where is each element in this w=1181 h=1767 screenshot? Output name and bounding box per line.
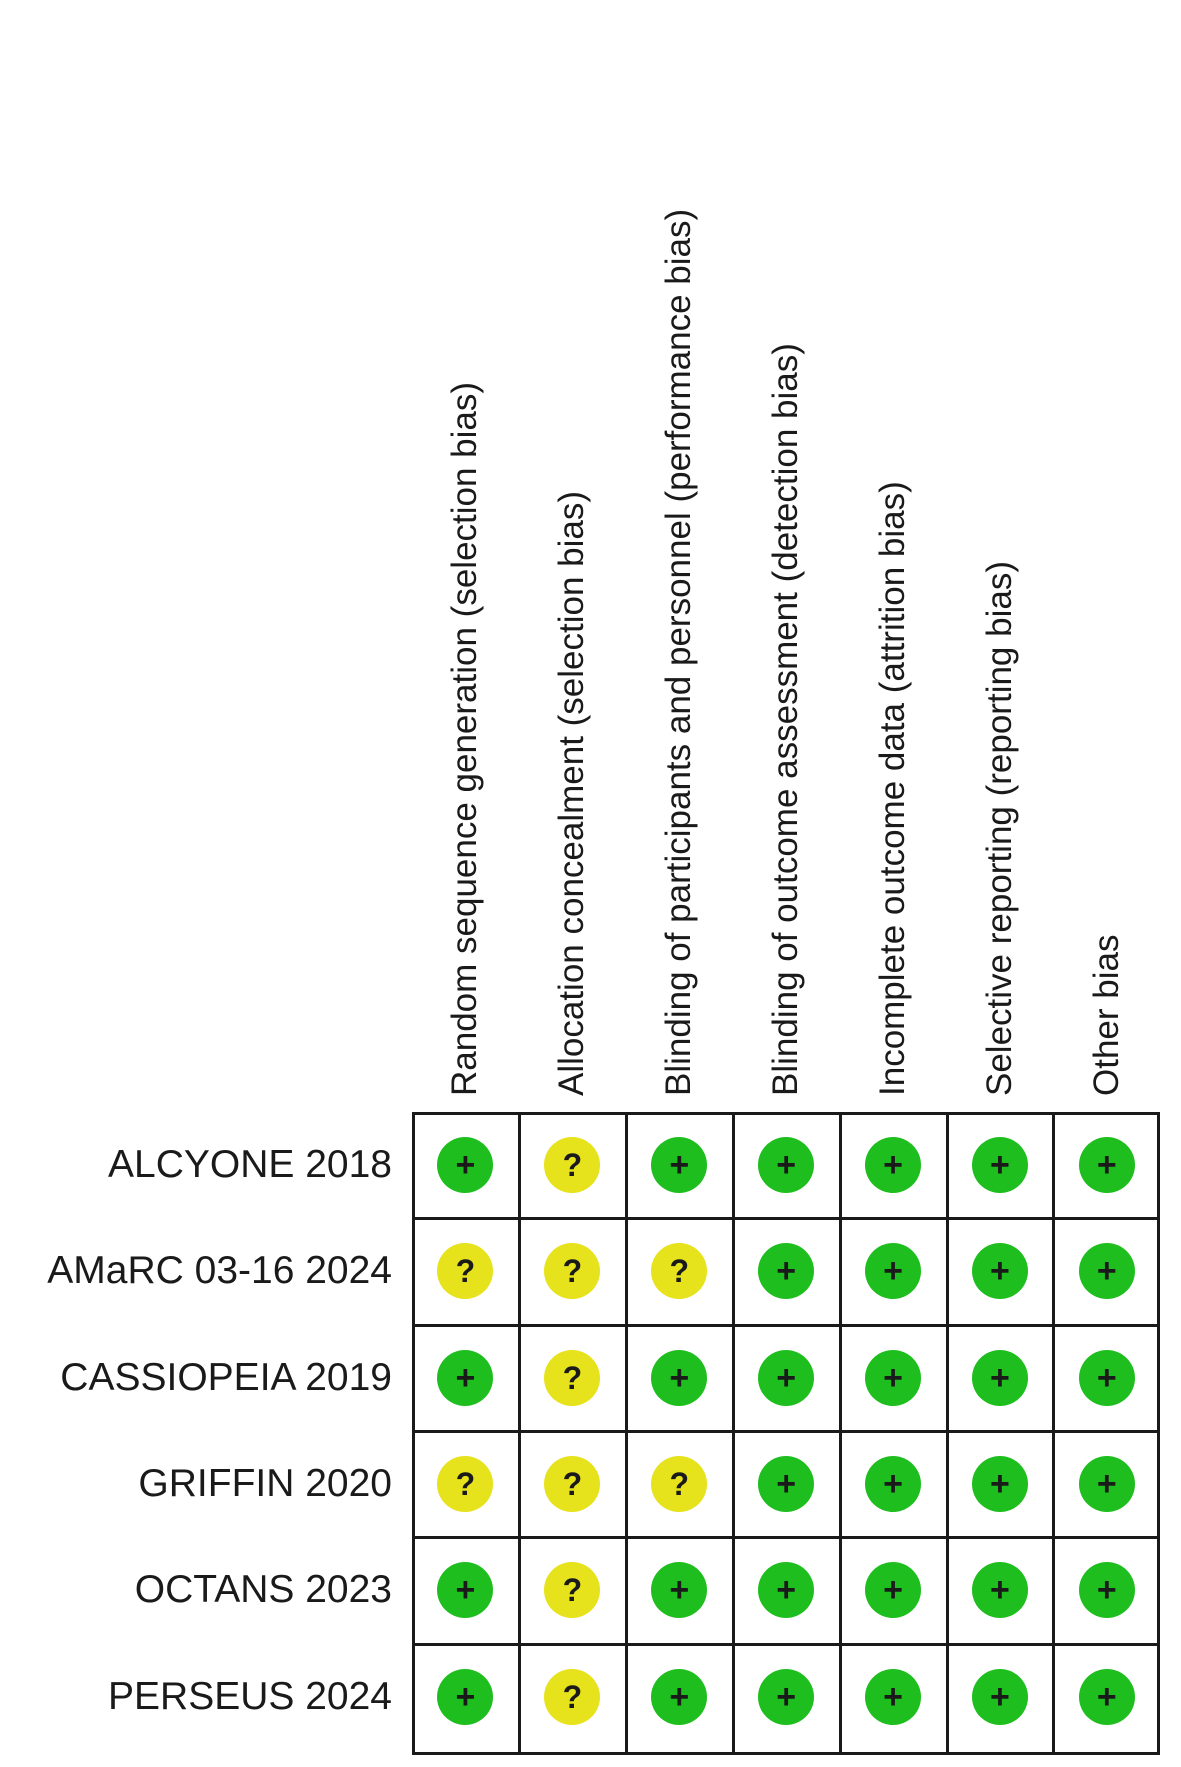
unclear-risk-icon: ? <box>544 1243 600 1299</box>
grid-line <box>412 1430 1160 1433</box>
low-risk-icon: + <box>972 1243 1028 1299</box>
grid-line <box>412 1643 1160 1646</box>
grid-line <box>412 1217 1160 1220</box>
study-label: CASSIOPEIA 2019 <box>60 1355 392 1399</box>
low-risk-icon: + <box>972 1669 1028 1725</box>
low-risk-icon: + <box>1079 1669 1135 1725</box>
low-risk-icon: + <box>437 1350 493 1406</box>
low-risk-icon: + <box>865 1243 921 1299</box>
unclear-risk-icon: ? <box>544 1137 600 1193</box>
column-header: Other bias <box>1086 934 1126 1096</box>
low-risk-icon: + <box>865 1350 921 1406</box>
low-risk-icon: + <box>972 1137 1028 1193</box>
study-label: PERSEUS 2024 <box>108 1674 392 1718</box>
column-header: Random sequence generation (selection bias) <box>445 381 485 1096</box>
low-risk-icon: + <box>758 1669 814 1725</box>
grid-line <box>839 1112 842 1755</box>
low-risk-icon: + <box>1079 1137 1135 1193</box>
grid-line <box>625 1112 628 1755</box>
grid-line <box>518 1112 521 1755</box>
column-header: Blinding of participants and personnel (performance bias) <box>659 208 699 1096</box>
low-risk-icon: + <box>972 1562 1028 1618</box>
low-risk-icon: + <box>651 1669 707 1725</box>
unclear-risk-icon: ? <box>544 1456 600 1512</box>
low-risk-icon: + <box>865 1456 921 1512</box>
low-risk-icon: + <box>865 1562 921 1618</box>
column-header: Allocation concealment (selection bias) <box>552 490 592 1096</box>
low-risk-icon: + <box>651 1350 707 1406</box>
low-risk-icon: + <box>1079 1562 1135 1618</box>
study-label: OCTANS 2023 <box>134 1568 392 1612</box>
column-header: Incomplete outcome data (attrition bias) <box>873 481 913 1096</box>
unclear-risk-icon: ? <box>437 1243 493 1299</box>
low-risk-icon: + <box>758 1456 814 1512</box>
low-risk-icon: + <box>865 1669 921 1725</box>
low-risk-icon: + <box>651 1562 707 1618</box>
unclear-risk-icon: ? <box>651 1243 707 1299</box>
low-risk-icon: + <box>437 1562 493 1618</box>
low-risk-icon: + <box>437 1669 493 1725</box>
low-risk-icon: + <box>758 1243 814 1299</box>
low-risk-icon: + <box>758 1562 814 1618</box>
low-risk-icon: + <box>972 1456 1028 1512</box>
grid-line <box>412 1324 1160 1327</box>
column-header: Blinding of outcome assessment (detection bias) <box>766 343 806 1096</box>
grid-frame <box>412 1112 1160 1755</box>
grid-line <box>946 1112 949 1755</box>
column-header: Selective reporting (reporting bias) <box>979 561 1019 1096</box>
unclear-risk-icon: ? <box>651 1456 707 1512</box>
unclear-risk-icon: ? <box>437 1456 493 1512</box>
low-risk-icon: + <box>651 1137 707 1193</box>
low-risk-icon: + <box>865 1137 921 1193</box>
low-risk-icon: + <box>972 1350 1028 1406</box>
low-risk-icon: + <box>437 1137 493 1193</box>
low-risk-icon: + <box>1079 1456 1135 1512</box>
study-label: AMaRC 03-16 2024 <box>47 1249 392 1293</box>
unclear-risk-icon: ? <box>544 1669 600 1725</box>
unclear-risk-icon: ? <box>544 1562 600 1618</box>
low-risk-icon: + <box>1079 1350 1135 1406</box>
study-label: GRIFFIN 2020 <box>138 1461 392 1505</box>
study-label: ALCYONE 2018 <box>108 1143 392 1186</box>
grid-line <box>1052 1112 1055 1755</box>
low-risk-icon: + <box>758 1137 814 1193</box>
unclear-risk-icon: ? <box>544 1350 600 1406</box>
grid-line <box>732 1112 735 1755</box>
low-risk-icon: + <box>1079 1243 1135 1299</box>
low-risk-icon: + <box>758 1350 814 1406</box>
grid-line <box>412 1536 1160 1539</box>
